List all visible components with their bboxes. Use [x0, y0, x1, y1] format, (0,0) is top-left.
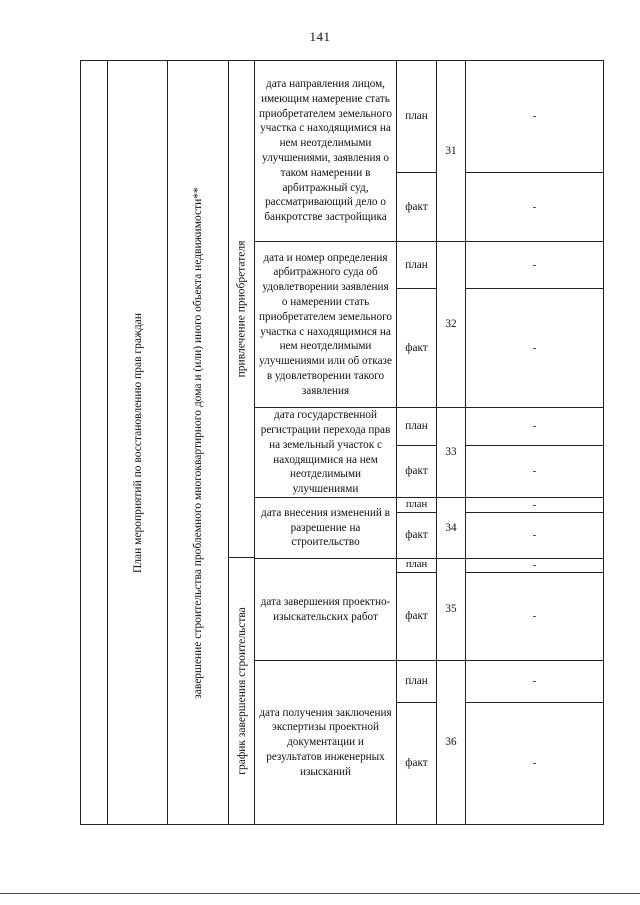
section-label-text: график завершения строительства	[235, 607, 248, 775]
col1-text: План мероприятий по восстановлению прав граждан	[131, 312, 144, 573]
fact-value: -	[532, 200, 537, 213]
row-number: 33	[445, 446, 457, 459]
plan-value: -	[532, 110, 537, 123]
row-number: 36	[445, 736, 457, 749]
table-left-border	[80, 60, 81, 825]
plan-label: план	[405, 559, 428, 571]
page-number: 141	[309, 29, 331, 44]
fact-label: факт	[405, 757, 428, 770]
fact-value: -	[532, 465, 537, 478]
plan-value: -	[532, 498, 537, 511]
section-label-acquirer	[229, 61, 254, 557]
plan-value: -	[532, 420, 537, 433]
col2-header	[168, 61, 228, 824]
table-right-border	[603, 60, 604, 825]
fact-value: -	[532, 610, 537, 623]
plan-label: план	[405, 258, 428, 271]
fact-label: факт	[405, 200, 428, 213]
table-bottom-border	[80, 824, 604, 825]
row-description: дата внесения изменений в разрешение на строительство	[261, 506, 390, 549]
col1-header	[108, 61, 167, 824]
row-number: 31	[445, 144, 457, 157]
col2-text: завершение строительства проблемного многоквартирного дома и (или) иного объекта недвижимости**	[192, 186, 205, 699]
plan-value: -	[532, 675, 537, 688]
section-label-schedule	[229, 558, 254, 824]
row-description: дата получения заключения экспертизы проектной документации и результатов инженерных изысканий	[259, 706, 392, 778]
section-label-text: привлечение приобретателя	[235, 240, 248, 378]
fact-value: -	[532, 341, 537, 354]
plan-label: план	[405, 110, 428, 123]
plan-label: план	[405, 498, 428, 510]
fact-value: -	[532, 757, 537, 770]
row-description: дата государственной регистрации перехода прав на земельный участок с находящимися на нем неотделимыми улучшениями	[260, 409, 391, 496]
fact-label: факт	[405, 341, 428, 354]
row-number: 35	[445, 603, 457, 616]
fact-value: -	[532, 529, 537, 542]
plan-label: план	[405, 420, 428, 433]
row-number: 32	[445, 318, 457, 331]
row-description: дата и номер определения арбитражного суда об удовлетворении заявления о намерении стать приобретателем земельного участка с находящимися на нем неотделимыми улучшениями или об отказе в удовлетворении такого заявления	[259, 251, 392, 397]
fact-label: факт	[405, 529, 428, 542]
fact-label: факт	[405, 465, 428, 478]
row-description: дата завершения проектно-изыскательских работ	[260, 595, 391, 623]
fact-label: факт	[405, 610, 428, 623]
page-bottom-rule	[0, 893, 640, 894]
row-description: дата направления лицом, имеющим намерение стать приобретателем земельного участка с находящимися на нем неотделимыми улучшениями, заявления о таком намерении в арбитражный суд, рассматривающий дело о банкротстве застройщика	[259, 78, 392, 224]
plan-value: -	[532, 258, 537, 271]
row-number: 34	[445, 521, 457, 534]
plan-value: -	[532, 559, 537, 572]
plan-label: план	[405, 675, 428, 688]
